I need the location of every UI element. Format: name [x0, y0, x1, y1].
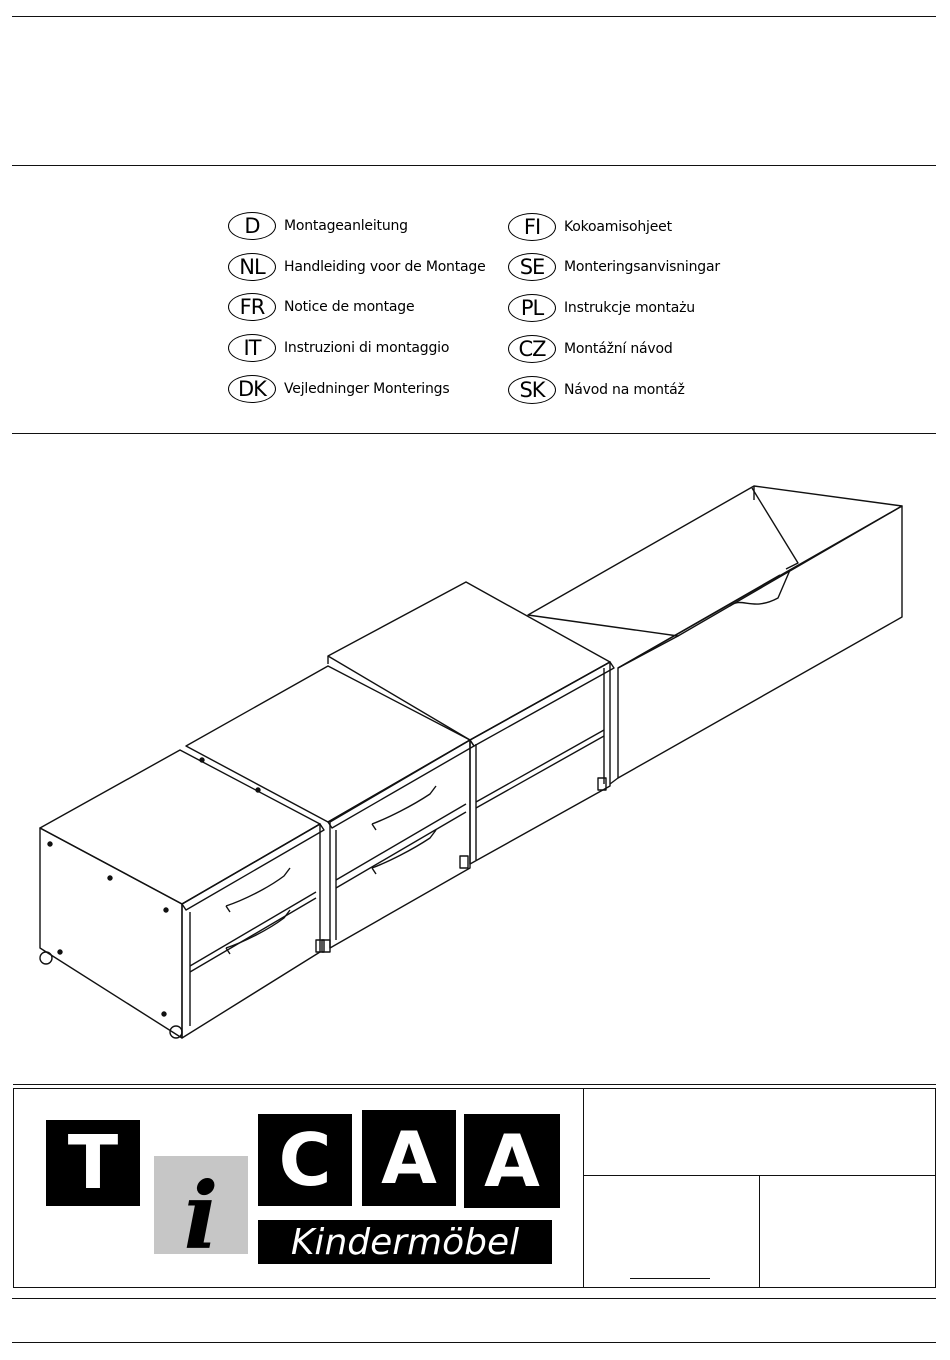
furniture-drawer-units-icon: [30, 478, 910, 1048]
bottom-rule-2: [12, 1342, 936, 1343]
lang-code-badge: FR: [228, 293, 276, 321]
logo-tagline: Kindermöbel: [258, 1220, 552, 1264]
logo-letter-t: T: [46, 1120, 140, 1206]
lang-item-se: [508, 250, 720, 284]
title-block-divider: [583, 1088, 584, 1288]
lang-label: Návod na montáž: [564, 382, 685, 398]
lang-code-badge: CZ: [508, 335, 556, 363]
lang-item-sk: [508, 373, 685, 407]
middle-drawer-unit: [186, 666, 474, 952]
lang-code-badge: FI: [508, 213, 556, 241]
pull-out-drawer: [528, 486, 902, 784]
logo-letter-a2: A: [464, 1114, 560, 1208]
lang-label: Handleiding voor de Montage: [284, 259, 486, 275]
lang-item-nl: [228, 250, 486, 284]
lang-item-fr: [228, 290, 414, 324]
lang-label: Montážní návod: [564, 341, 673, 357]
lang-label: Kokoamisohjeet: [564, 219, 672, 235]
lang-item-d: [228, 209, 408, 243]
title-block-divider-2: [759, 1175, 760, 1288]
lang-code-badge: DK: [228, 375, 276, 403]
ticaa-logo: [40, 1108, 570, 1268]
lang-item-cz: [508, 332, 673, 366]
lang-code-badge: D: [228, 212, 276, 240]
shelf-unit: [328, 582, 614, 868]
lang-item-it: [228, 331, 449, 365]
lang-code-badge: IT: [228, 334, 276, 362]
lang-code-badge: NL: [228, 253, 276, 281]
lang-item-pl: [508, 291, 695, 325]
logo-letter-a1: A: [362, 1110, 456, 1206]
logo-letter-i: i: [183, 1162, 219, 1270]
lang-label: Monteringsanvisningar: [564, 259, 720, 275]
logo-letter-c: C: [258, 1114, 352, 1206]
left-drawer-unit: [40, 750, 324, 1038]
lang-label: Vejledninger Monterings: [284, 381, 450, 397]
bottom-rule-1: [12, 1298, 936, 1299]
lang-label: Montageanleitung: [284, 218, 408, 234]
language-list: [228, 205, 788, 410]
section-rule: [12, 433, 936, 434]
lang-code-badge: PL: [508, 294, 556, 322]
lang-item-dk: [228, 372, 449, 406]
lang-label: Notice de montage: [284, 299, 415, 315]
lang-label: Instruzioni di montaggio: [284, 340, 450, 356]
lang-code-badge: SK: [508, 376, 556, 404]
lang-code-badge: SE: [508, 253, 556, 281]
header-rule: [12, 165, 936, 166]
footer-top-rule: [13, 1084, 936, 1085]
signature-line: [630, 1278, 710, 1279]
lang-label: Instrukcje montażu: [564, 300, 695, 316]
lang-item-fi: [508, 210, 672, 244]
top-rule: [12, 16, 936, 17]
